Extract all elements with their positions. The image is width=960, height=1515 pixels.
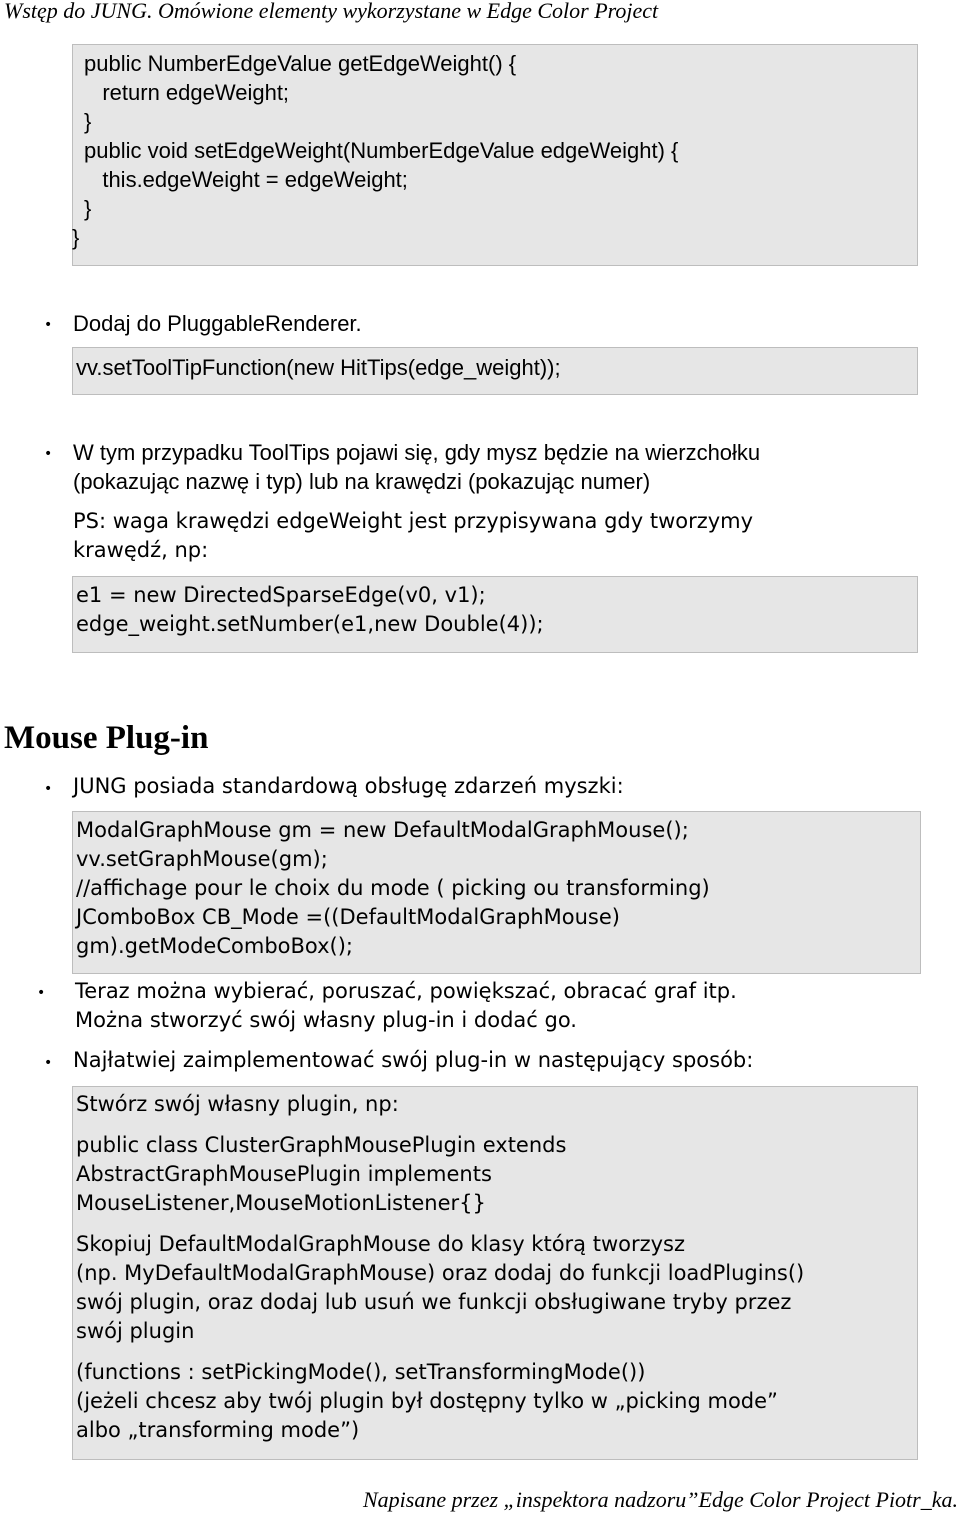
ps-note-line: krawędź, np: <box>73 538 209 562</box>
instruction-line: (np. MyDefaultModalGraphMouse) oraz dodaj do funkcji loadPlugins() <box>76 1261 805 1285</box>
code-line: vv.setToolTipFunction(new HitTips(edge_weight)); <box>76 355 561 380</box>
instruction-line: Skopiuj DefaultModalGraphMouse do klasy którą tworzysz <box>76 1232 686 1256</box>
code-line: public NumberEdgeValue getEdgeWeight() { <box>84 51 517 76</box>
code-line: ModalGraphMouse gm = new DefaultModalGraphMouse(); <box>76 818 689 842</box>
bullet-text-jung-mouse: JUNG posiada standardową obsługę zdarzeń myszki: <box>73 774 624 798</box>
code-line: JComboBox CB_Mode =((DefaultModalGraphMouse) <box>76 905 620 929</box>
bullet-text-capabilities: Teraz można wybierać, poruszać, powiększać, obracać graf itp. <box>75 979 737 1003</box>
code-line: gm).getModeComboBox(); <box>76 934 353 958</box>
code-line: edge_weight.setNumber(e1,new Double(4)); <box>76 612 544 636</box>
code-line: } <box>84 196 92 221</box>
bullet-dot: • <box>44 781 53 797</box>
instruction-line: albo „transforming mode”) <box>76 1418 360 1442</box>
code-line: this.edgeWeight = edgeWeight; <box>84 167 408 192</box>
ps-note-line: PS: waga krawędzi edgeWeight jest przypisywana gdy tworzymy <box>73 509 754 533</box>
bullet-dot: • <box>44 446 53 462</box>
code-line: e1 = new DirectedSparseEdge(v0, v1); <box>76 583 486 607</box>
code-line: } <box>72 225 80 250</box>
plugin-intro: Stwórz swój własny plugin, np: <box>76 1092 399 1116</box>
bullet-text-tooltips: W tym przypadku ToolTips pojawi się, gdy mysz będzie na wierzchołku <box>73 440 761 465</box>
bullet-dot: • <box>44 1055 53 1071</box>
code-line: public void setEdgeWeight(NumberEdgeValue edgeWeight) { <box>84 138 679 163</box>
instruction-line: (functions : setPickingMode(), setTransformingMode()) <box>76 1360 646 1384</box>
code-line: //affichage pour le choix du mode ( picking ou transforming) <box>76 876 710 900</box>
code-line: return edgeWeight; <box>84 80 290 105</box>
page-header: Wstęp do JUNG. Omówione elementy wykorzystane w Edge Color Project <box>4 0 659 23</box>
bullet-text-add-renderer: Dodaj do PluggableRenderer. <box>73 311 362 336</box>
bullet-text-tooltips: (pokazując nazwę i typ) lub na krawędzi (pokazując numer) <box>73 469 651 494</box>
code-line: AbstractGraphMousePlugin implements <box>76 1162 492 1186</box>
instruction-line: (jeżeli chcesz aby twój plugin był dostępny tylko w „picking mode” <box>76 1389 778 1413</box>
code-line: public class ClusterGraphMousePlugin extends <box>76 1133 567 1157</box>
bullet-text-capabilities: Można stworzyć swój własny plug-in i dodać go. <box>75 1008 577 1032</box>
code-line: } <box>84 109 92 134</box>
bullet-dot: • <box>37 985 46 1001</box>
page-footer: Napisane przez „inspektora nadzoru”Edge Color Project Piotr_ka. <box>362 1487 958 1512</box>
bullet-text-implementation: Najłatwiej zaimplementować swój plug-in w następujący sposób: <box>73 1048 754 1072</box>
code-line: vv.setGraphMouse(gm); <box>76 847 328 871</box>
bullet-dot: • <box>44 317 53 333</box>
code-line: MouseListener,MouseMotionListener{} <box>76 1191 486 1215</box>
instruction-line: swój plugin, oraz dodaj lub usuń we funkcji obsługiwane tryby przez <box>76 1290 792 1314</box>
section-heading: Mouse Plug-in <box>4 720 209 756</box>
instruction-line: swój plugin <box>76 1319 195 1343</box>
